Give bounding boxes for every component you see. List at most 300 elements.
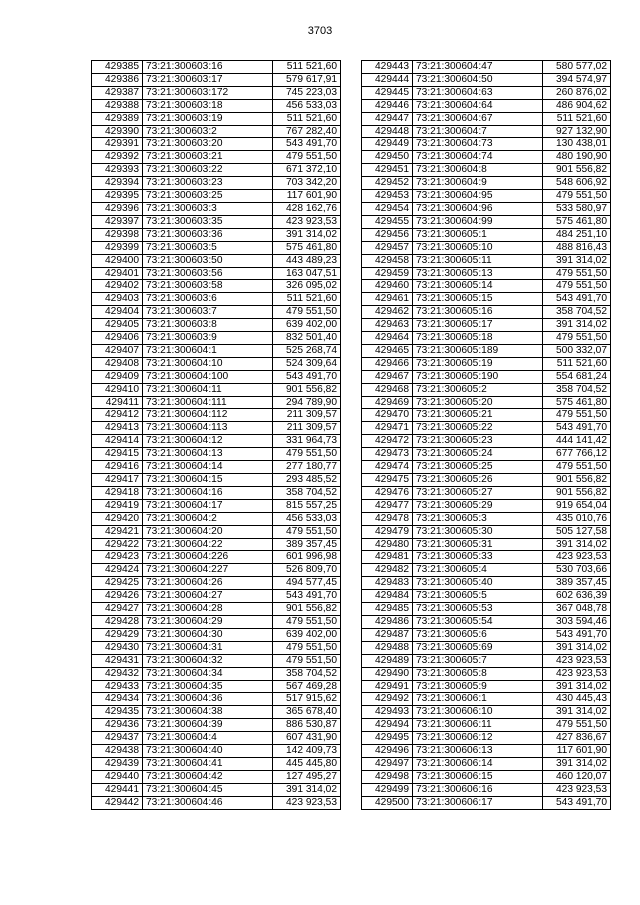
table-row [92, 202, 341, 215]
cadastral-number-cell: 73:21:300604:34 [143, 667, 273, 680]
row-number-cell: 429499 [362, 783, 413, 796]
value-cell: 567 469,28 [273, 680, 341, 693]
table-row [362, 280, 611, 293]
cadastral-number-cell: 73:21:300605:7 [413, 654, 543, 667]
value-cell: 480 190,90 [543, 151, 611, 164]
table-row [92, 125, 341, 138]
cadastral-number-cell: 73:21:300604:73 [413, 138, 543, 151]
cadastral-number-cell: 73:21:300605:15 [413, 293, 543, 306]
value-cell: 460 120,07 [543, 770, 611, 783]
row-number-cell: 429402 [92, 280, 143, 293]
cadastral-number-cell: 73:21:300606:1 [413, 693, 543, 706]
row-number-cell: 429404 [92, 306, 143, 319]
row-number-cell: 429387 [92, 86, 143, 99]
cadastral-number-cell: 73:21:300603:6 [143, 293, 273, 306]
table-row [362, 512, 611, 525]
row-number-cell: 429422 [92, 538, 143, 551]
value-cell: 505 127,58 [543, 525, 611, 538]
table-row [362, 770, 611, 783]
table-row [362, 538, 611, 551]
value-cell: 479 551,50 [543, 267, 611, 280]
value-cell: 163 047,51 [273, 267, 341, 280]
value-cell: 479 551,50 [273, 525, 341, 538]
row-number-cell: 429414 [92, 435, 143, 448]
row-number-cell: 429436 [92, 719, 143, 732]
cadastral-number-cell: 73:21:300606:13 [413, 745, 543, 758]
row-number-cell: 429445 [362, 86, 413, 99]
row-number-cell: 429438 [92, 745, 143, 758]
row-number-cell: 429419 [92, 499, 143, 512]
table-row [362, 564, 611, 577]
table-row [362, 603, 611, 616]
row-number-cell: 429409 [92, 370, 143, 383]
row-number-cell: 429479 [362, 525, 413, 538]
row-number-cell: 429477 [362, 499, 413, 512]
table-row [92, 86, 341, 99]
value-cell: 423 923,53 [543, 783, 611, 796]
row-number-cell: 429468 [362, 383, 413, 396]
cadastral-number-cell: 73:21:300603:17 [143, 73, 273, 86]
cadastral-number-cell: 73:21:300606:10 [413, 706, 543, 719]
table-row [92, 228, 341, 241]
cadastral-number-cell: 73:21:300603:9 [143, 332, 273, 345]
table-row [92, 99, 341, 112]
table-row [92, 73, 341, 86]
value-cell: 543 491,70 [543, 628, 611, 641]
cadastral-number-cell: 73:21:300604:17 [143, 499, 273, 512]
page-number: 3703 [307, 25, 333, 37]
row-number-cell: 429455 [362, 215, 413, 228]
row-number-cell: 429426 [92, 590, 143, 603]
cadastral-number-cell: 73:21:300604:63 [413, 86, 543, 99]
table-row [362, 190, 611, 203]
row-number-cell: 429427 [92, 603, 143, 616]
value-cell: 423 923,53 [543, 667, 611, 680]
cadastral-number-cell: 73:21:300604:15 [143, 474, 273, 487]
row-number-cell: 429474 [362, 461, 413, 474]
value-cell: 886 530,87 [273, 719, 341, 732]
value-cell: 815 557,25 [273, 499, 341, 512]
table-row [362, 499, 611, 512]
value-cell: 479 551,50 [273, 654, 341, 667]
value-cell: 277 180,77 [273, 461, 341, 474]
table-row [92, 177, 341, 190]
cadastral-number-cell: 73:21:300605:30 [413, 525, 543, 538]
value-cell: 430 445,43 [543, 693, 611, 706]
cadastral-number-cell: 73:21:300603:16 [143, 61, 273, 74]
row-number-cell: 429423 [92, 551, 143, 564]
row-number-cell: 429461 [362, 293, 413, 306]
cadastral-number-cell: 73:21:300604:2 [143, 512, 273, 525]
row-number-cell: 429421 [92, 525, 143, 538]
row-number-cell: 429475 [362, 474, 413, 487]
value-cell: 211 309,57 [273, 409, 341, 422]
row-number-cell: 429485 [362, 603, 413, 616]
table-row [92, 422, 341, 435]
cadastral-number-cell: 73:21:300605:13 [413, 267, 543, 280]
table-row [92, 615, 341, 628]
cadastral-number-cell: 73:21:300604:64 [413, 99, 543, 112]
value-cell: 543 491,70 [543, 293, 611, 306]
row-number-cell: 429488 [362, 641, 413, 654]
row-number-cell: 429471 [362, 422, 413, 435]
registry-table-left [91, 60, 341, 810]
table-row [92, 628, 341, 641]
row-number-cell: 429484 [362, 590, 413, 603]
row-number-cell: 429428 [92, 615, 143, 628]
row-number-cell: 429447 [362, 112, 413, 125]
cadastral-number-cell: 73:21:300603:21 [143, 151, 273, 164]
value-cell: 601 996,98 [273, 551, 341, 564]
row-number-cell: 429481 [362, 551, 413, 564]
cadastral-number-cell: 73:21:300605:54 [413, 615, 543, 628]
cadastral-number-cell: 73:21:300604:45 [143, 783, 273, 796]
row-number-cell: 429450 [362, 151, 413, 164]
row-number-cell: 429412 [92, 409, 143, 422]
cadastral-number-cell: 73:21:300603:23 [143, 177, 273, 190]
row-number-cell: 429390 [92, 125, 143, 138]
table-row [92, 706, 341, 719]
value-cell: 365 678,40 [273, 706, 341, 719]
row-number-cell: 429444 [362, 73, 413, 86]
table-row [92, 61, 341, 74]
table-row [92, 461, 341, 474]
table-row [362, 745, 611, 758]
value-cell: 677 766,12 [543, 448, 611, 461]
row-number-cell: 429430 [92, 641, 143, 654]
table-row [92, 538, 341, 551]
row-number-cell: 429498 [362, 770, 413, 783]
value-cell: 391 314,02 [543, 538, 611, 551]
cadastral-number-cell: 73:21:300604:47 [413, 61, 543, 74]
cadastral-number-cell: 73:21:300604:20 [143, 525, 273, 538]
cadastral-number-cell: 73:21:300604:13 [143, 448, 273, 461]
cadastral-number-cell: 73:21:300605:20 [413, 396, 543, 409]
table-row [92, 448, 341, 461]
cadastral-number-cell: 73:21:300603:35 [143, 215, 273, 228]
cadastral-number-cell: 73:21:300604:28 [143, 603, 273, 616]
table-row [92, 590, 341, 603]
table-row [362, 615, 611, 628]
table-row [92, 254, 341, 267]
table-row [362, 461, 611, 474]
cadastral-number-cell: 73:21:300603:18 [143, 99, 273, 112]
cadastral-number-cell: 73:21:300603:22 [143, 164, 273, 177]
row-number-cell: 429392 [92, 151, 143, 164]
table-row [92, 641, 341, 654]
value-cell: 486 904,62 [543, 99, 611, 112]
value-cell: 575 461,80 [543, 215, 611, 228]
value-cell: 358 704,52 [543, 383, 611, 396]
table-row [362, 732, 611, 745]
table-row [362, 396, 611, 409]
value-cell: 445 445,80 [273, 757, 341, 770]
row-number-cell: 429400 [92, 254, 143, 267]
cadastral-number-cell: 73:21:300605:1 [413, 228, 543, 241]
table-row [92, 215, 341, 228]
value-cell: 326 095,02 [273, 280, 341, 293]
table-row [92, 112, 341, 125]
row-number-cell: 429435 [92, 706, 143, 719]
table-row [362, 654, 611, 667]
table-row [362, 99, 611, 112]
value-cell: 367 048,78 [543, 603, 611, 616]
value-cell: 293 485,52 [273, 474, 341, 487]
cadastral-number-cell: 73:21:300605:23 [413, 435, 543, 448]
table-row [92, 190, 341, 203]
row-number-cell: 429491 [362, 680, 413, 693]
value-cell: 479 551,50 [543, 190, 611, 203]
cadastral-number-cell: 73:21:300605:2 [413, 383, 543, 396]
cadastral-number-cell: 73:21:300605:27 [413, 486, 543, 499]
value-cell: 479 551,50 [543, 461, 611, 474]
value-cell: 391 314,02 [273, 783, 341, 796]
value-cell: 500 332,07 [543, 344, 611, 357]
value-cell: 525 268,74 [273, 344, 341, 357]
cadastral-number-cell: 73:21:300604:27 [143, 590, 273, 603]
row-number-cell: 429441 [92, 783, 143, 796]
row-number-cell: 429397 [92, 215, 143, 228]
table-row [92, 564, 341, 577]
table-row [362, 306, 611, 319]
value-cell: 494 577,45 [273, 577, 341, 590]
cadastral-number-cell: 73:21:300604:50 [413, 73, 543, 86]
value-cell: 511 521,60 [543, 357, 611, 370]
cadastral-number-cell: 73:21:300606:16 [413, 783, 543, 796]
row-number-cell: 429486 [362, 615, 413, 628]
value-cell: 602 636,39 [543, 590, 611, 603]
value-cell: 548 606,92 [543, 177, 611, 190]
row-number-cell: 429457 [362, 241, 413, 254]
value-cell: 919 654,04 [543, 499, 611, 512]
cadastral-number-cell: 73:21:300605:17 [413, 319, 543, 332]
cadastral-number-cell: 73:21:300604:26 [143, 577, 273, 590]
table-row [362, 202, 611, 215]
cadastral-number-cell: 73:21:300605:19 [413, 357, 543, 370]
row-number-cell: 429462 [362, 306, 413, 319]
table-row [92, 164, 341, 177]
table-row [92, 151, 341, 164]
row-number-cell: 429407 [92, 344, 143, 357]
table-row [92, 435, 341, 448]
value-cell: 479 551,50 [543, 280, 611, 293]
value-cell: 511 521,60 [273, 61, 341, 74]
cadastral-number-cell: 73:21:300605:8 [413, 667, 543, 680]
table-row [92, 680, 341, 693]
table-row [362, 719, 611, 732]
cadastral-number-cell: 73:21:300603:7 [143, 306, 273, 319]
value-cell: 543 491,70 [273, 138, 341, 151]
row-number-cell: 429432 [92, 667, 143, 680]
cadastral-number-cell: 73:21:300604:14 [143, 461, 273, 474]
value-cell: 127 495,27 [273, 770, 341, 783]
cadastral-number-cell: 73:21:300604:31 [143, 641, 273, 654]
row-number-cell: 429433 [92, 680, 143, 693]
value-cell: 533 580,97 [543, 202, 611, 215]
value-cell: 488 816,43 [543, 241, 611, 254]
value-cell: 130 438,01 [543, 138, 611, 151]
value-cell: 479 551,50 [543, 409, 611, 422]
value-cell: 580 577,02 [543, 61, 611, 74]
value-cell: 456 533,03 [273, 512, 341, 525]
row-number-cell: 429464 [362, 332, 413, 345]
cadastral-number-cell: 73:21:300604:112 [143, 409, 273, 422]
table-row [92, 732, 341, 745]
value-cell: 579 617,91 [273, 73, 341, 86]
value-cell: 927 132,90 [543, 125, 611, 138]
value-cell: 543 491,70 [273, 370, 341, 383]
value-cell: 358 704,52 [273, 667, 341, 680]
cadastral-number-cell: 73:21:300603:3 [143, 202, 273, 215]
row-number-cell: 429494 [362, 719, 413, 732]
value-cell: 427 836,67 [543, 732, 611, 745]
row-number-cell: 429496 [362, 745, 413, 758]
table-row [362, 693, 611, 706]
value-cell: 391 314,02 [273, 228, 341, 241]
row-number-cell: 429483 [362, 577, 413, 590]
value-cell: 423 923,53 [273, 796, 341, 809]
row-number-cell: 429465 [362, 344, 413, 357]
value-cell: 575 461,80 [543, 396, 611, 409]
table-row [362, 590, 611, 603]
table-row [362, 370, 611, 383]
table-row [362, 215, 611, 228]
row-number-cell: 429470 [362, 409, 413, 422]
value-cell: 575 461,80 [273, 241, 341, 254]
value-cell: 428 162,76 [273, 202, 341, 215]
value-cell: 901 556,82 [273, 383, 341, 396]
row-number-cell: 429418 [92, 486, 143, 499]
cadastral-number-cell: 73:21:300603:172 [143, 86, 273, 99]
table-row [362, 254, 611, 267]
value-cell: 443 489,23 [273, 254, 341, 267]
table-row [362, 757, 611, 770]
value-cell: 767 282,40 [273, 125, 341, 138]
cadastral-number-cell: 73:21:300603:50 [143, 254, 273, 267]
row-number-cell: 429495 [362, 732, 413, 745]
cadastral-number-cell: 73:21:300604:95 [413, 190, 543, 203]
value-cell: 832 501,40 [273, 332, 341, 345]
cadastral-number-cell: 73:21:300605:16 [413, 306, 543, 319]
row-number-cell: 429417 [92, 474, 143, 487]
table-row [92, 241, 341, 254]
cadastral-number-cell: 73:21:300604:11 [143, 383, 273, 396]
table-row [92, 138, 341, 151]
row-number-cell: 429456 [362, 228, 413, 241]
row-number-cell: 429424 [92, 564, 143, 577]
cadastral-number-cell: 73:21:300603:19 [143, 112, 273, 125]
table-row [362, 409, 611, 422]
cadastral-number-cell: 73:21:300605:18 [413, 332, 543, 345]
table-row [362, 177, 611, 190]
value-cell: 358 704,52 [273, 486, 341, 499]
value-cell: 391 314,02 [543, 757, 611, 770]
row-number-cell: 429492 [362, 693, 413, 706]
table-row [92, 357, 341, 370]
row-number-cell: 429451 [362, 164, 413, 177]
cadastral-number-cell: 73:21:300605:33 [413, 551, 543, 564]
value-cell: 639 402,00 [273, 319, 341, 332]
table-row [92, 757, 341, 770]
value-cell: 260 876,02 [543, 86, 611, 99]
table-row [362, 73, 611, 86]
value-cell: 484 251,10 [543, 228, 611, 241]
table-row [362, 357, 611, 370]
table-row [362, 383, 611, 396]
value-cell: 435 010,76 [543, 512, 611, 525]
value-cell: 543 491,70 [543, 796, 611, 809]
cadastral-number-cell: 73:21:300606:12 [413, 732, 543, 745]
table-row [92, 796, 341, 809]
cadastral-number-cell: 73:21:300604:96 [413, 202, 543, 215]
cadastral-number-cell: 73:21:300604:7 [413, 125, 543, 138]
value-cell: 511 521,60 [273, 112, 341, 125]
value-cell: 358 704,52 [543, 306, 611, 319]
table-row [92, 603, 341, 616]
cadastral-number-cell: 73:21:300604:100 [143, 370, 273, 383]
value-cell: 511 521,60 [543, 112, 611, 125]
cadastral-number-cell: 73:21:300603:56 [143, 267, 273, 280]
table-row [92, 344, 341, 357]
cadastral-number-cell: 73:21:300604:30 [143, 628, 273, 641]
row-number-cell: 429399 [92, 241, 143, 254]
row-number-cell: 429472 [362, 435, 413, 448]
table-row [362, 138, 611, 151]
table-row [92, 525, 341, 538]
value-cell: 901 556,82 [273, 603, 341, 616]
value-cell: 391 314,02 [543, 641, 611, 654]
table-row [362, 112, 611, 125]
table-row [362, 680, 611, 693]
table-row [92, 719, 341, 732]
cadastral-number-cell: 73:21:300604:35 [143, 680, 273, 693]
row-number-cell: 429408 [92, 357, 143, 370]
cadastral-number-cell: 73:21:300604:1 [143, 344, 273, 357]
table-row [362, 486, 611, 499]
cadastral-number-cell: 73:21:300604:41 [143, 757, 273, 770]
cadastral-number-cell: 73:21:300605:190 [413, 370, 543, 383]
row-number-cell: 429406 [92, 332, 143, 345]
cadastral-number-cell: 73:21:300605:31 [413, 538, 543, 551]
row-number-cell: 429403 [92, 293, 143, 306]
table-row [362, 641, 611, 654]
value-cell: 331 964,73 [273, 435, 341, 448]
table-row [92, 293, 341, 306]
row-number-cell: 429480 [362, 538, 413, 551]
value-cell: 479 551,50 [273, 641, 341, 654]
table-row [92, 577, 341, 590]
cadastral-number-cell: 73:21:300604:16 [143, 486, 273, 499]
cadastral-number-cell: 73:21:300605:26 [413, 474, 543, 487]
table-row [92, 654, 341, 667]
cadastral-number-cell: 73:21:300604:42 [143, 770, 273, 783]
row-number-cell: 429398 [92, 228, 143, 241]
row-number-cell: 429466 [362, 357, 413, 370]
table-row [362, 241, 611, 254]
row-number-cell: 429490 [362, 667, 413, 680]
row-number-cell: 429405 [92, 319, 143, 332]
cadastral-number-cell: 73:21:300603:36 [143, 228, 273, 241]
value-cell: 479 551,50 [543, 332, 611, 345]
cadastral-number-cell: 73:21:300606:15 [413, 770, 543, 783]
value-cell: 479 551,50 [273, 151, 341, 164]
cadastral-number-cell: 73:21:300603:25 [143, 190, 273, 203]
table-row [92, 306, 341, 319]
cadastral-number-cell: 73:21:300604:36 [143, 693, 273, 706]
cadastral-number-cell: 73:21:300605:6 [413, 628, 543, 641]
cadastral-number-cell: 73:21:300605:189 [413, 344, 543, 357]
row-number-cell: 429493 [362, 706, 413, 719]
